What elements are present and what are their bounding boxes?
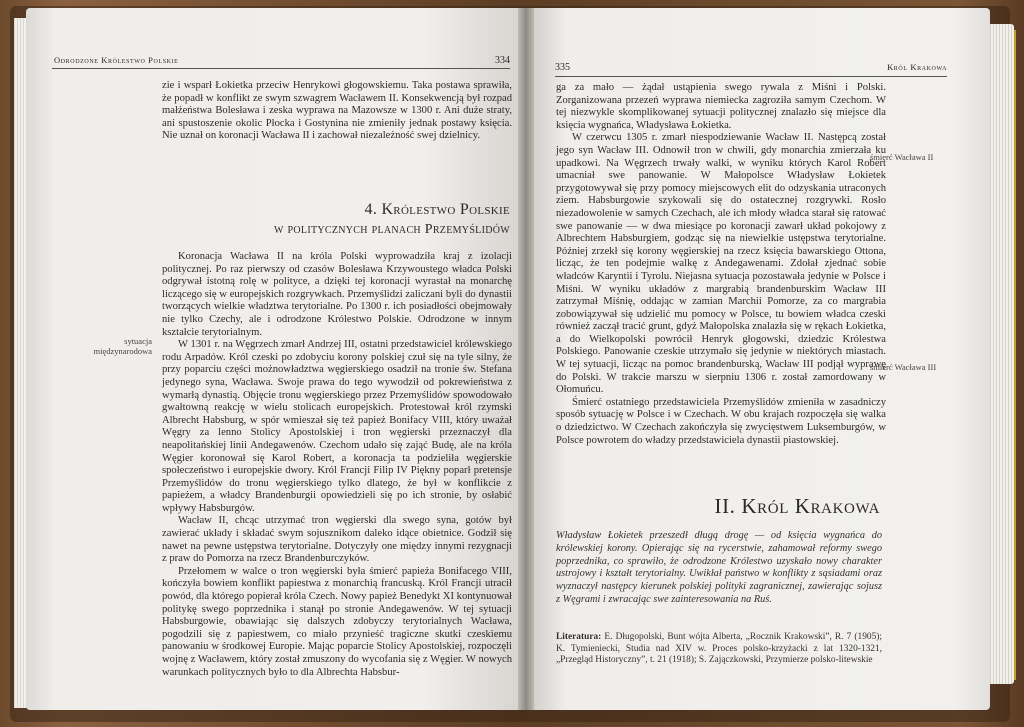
left-body-text bbox=[162, 251, 512, 679]
right-paragraph: ga za mało — żądał ustąpienia swego rywala z Miśni i Polski. Zorganizowana przezeń wyprawa niemiecka zagroziła samym Czechom. W tej niezwykle skomplikowanej sytuacji politycznej znalazło się miejsce dla księcia wygnańca, Władysława Łokietka. bbox=[556, 82, 886, 131]
book-gutter bbox=[518, 8, 534, 710]
literature-label: Literatura: bbox=[556, 632, 602, 642]
right-body-text bbox=[556, 82, 886, 447]
right-running-title: Król Krakowa bbox=[887, 62, 947, 72]
chapter-heading bbox=[250, 200, 510, 240]
left-header-rule bbox=[52, 68, 510, 69]
left-running-title: Odrodzone Królestwo Polskie bbox=[54, 55, 179, 65]
left-intro-text bbox=[162, 80, 512, 143]
right-paragraph: W czerwcu 1305 r. zmarł niespodziewanie Wacław II. Następcą został jego syn Wacław III. Odnowił tron w chwili, gdy monarchia zmierzała ku upadkowi. Na Węgrzech trwały walki, w wyniku których Karol Robert umacniał swe panowanie. W Małopolsce Władysław Łokietek przygotowywał się przy pomocy miejscowych elit do odzyskania utraconych ziem. Habsburgowie szykowali się do ostatecznej rozgrywki. Rosło niezadowolenie w samych Czechach, ale ich młody władca starał się ratować swe panowanie — w dwa miesiące po koronacji zawarł układ pokojowy z Albrechtem Habsburgiem, godząc się na niewielkie ustępstwa terytorialne. Później zrzekł się korony węgierskiej na rzecz księcia bawarskiego Ottona, licząc, że ten podejmie walkę z Andegawenami. Zdołał zjednać sobie władców Karyntii i Tyrolu. Niejasna sytuacja pozostawała jedynie w Polsce i Miśni. W wyniku układów z margrabią brandenburskim Wacław III zatrzymał Miśnię, oddając w zamian Marchii Pomorze, za co margrabia zobowiązywał się udzielić mu pomocy w Polsce, tu bowiem władca czeski również zaczął tracić grunt, gdyż Małopolska znalazła się w rękach Łokietka, a do Wielkopolski powrócił Henryk głogowski, dziedzic Królestwa Polskiego. Panowanie czeskie utrzymało się jedynie w niektórych miastach. W tej sytuacji, licząc na pomoc brandenburską, Wacław III podjął wyprawę do Polski. W trakcie marszu w sierpniu 1306 r. został zamordowany w Ołomuńcu. bbox=[556, 132, 886, 396]
right-page-edges bbox=[988, 24, 1014, 684]
margin-note-death-wenceslaus-iii: śmierć Wacława III bbox=[870, 362, 937, 372]
left-page-number: 334 bbox=[495, 55, 510, 66]
section-heading: II. Król Krakowa bbox=[714, 494, 880, 518]
right-header-rule bbox=[555, 76, 947, 77]
margin-note-international: sytuacja międzynarodowa bbox=[93, 336, 152, 356]
section-intro-italic: Władysław Łokietek przeszedł długą drogę — od księcia wygnańca do królewskiej korony. Opierając się na rycerstwie, zahamował reformy swego poprzednika, co sprawiło, że odrodzone Królestwo uzyskało nowy charakter ustrojowy i kształt terytorialny. Uwikłał państwo w konflikty z sąsiadami oraz wyznaczył następcy kierunek polskiej polityki zagranicznej, zawierając sojusz z Węgrami i zwracając swe zainteresowania na Ruś. bbox=[556, 530, 882, 605]
left-paragraph: Wacław II, chcąc utrzymać tron węgierski dla swego syna, gotów był zawierać układy i składać swym sojusznikom daleko idące obietnice. Godził się nawet na pewne ustępstwa terytorialne. Dotyczyły one między innymi rezygnacji z praw do Pomorza na rzecz Brandenburczyków. bbox=[162, 515, 512, 565]
right-paragraph: Śmierć ostatniego przedstawiciela Przemyślidów zmieniła w zasadniczy sposób sytuację w Polsce i w Czechach. W obu krajach rozpoczęła się walka o dziedzictwo. W Czechach zakończyła się zwycięstwem Luksemburgów, w Polsce powrotem do władzy przedstawiciela dynastii piastowskiej. bbox=[556, 396, 886, 446]
left-paragraph: Przełomem w walce o tron węgierski była śmierć papieża Bonifacego VIII, kończyła bowiem konflikt papiestwa z monarchią francuską. Król Francji utracił powód, dla którego popierał króla Czech. Nowy papież Benedykt XI kontynuował politykę swego poprzednika i stanął po stronie Andegawenów. W tej sytuacji Habsburgowie, obawiając się dalszych zdobyczy terytorialnych Wacława, pogodzili się z papiestwem, co miało przynieść tragiczne skutki czeskiemu panowaniu w środkowej Europie. Mając poparcie Stolicy Apostolskiej, rozpoczęli wojnę z Wacławem, który został zmuszony do wycofania się z Węgier. W nowych warunkach politycznych było to dla Albrechta Habsbur- bbox=[162, 565, 512, 678]
literature-text: E. Długopolski, Bunt wójta Alberta, „Rocznik Krakowski”, R. 7 (1905); K. Tymieniecki, Studia nad XIV w. Proces polsko-krzyżacki z lat 1320-1321, „Przegląd Historyczny”, t. 21 (1918); S. Zajączkowski, Przymierze polsko-litewskie bbox=[556, 632, 883, 666]
left-intro-paragraph: zie i wsparł Łokietka przeciw Henrykowi głogowskiemu. Taka postawa sprawiła, że popadł w konflikt ze swym szwagrem Wacławem II. Konsekwencją był rozpad małżeństwa Bolesława i zeska wyprawa na Mazowsze w 1300 r. Ani duże straty, ani spustoszenie okolic Płocka i Gostynina nie zmieniły jednak postawy księcia. Nie uznał on koronacji Wacława II i zachował niezależność swej dzielnicy. bbox=[162, 80, 512, 142]
right-page-number: 335 bbox=[555, 62, 570, 73]
margin-note-death-wenceslaus-ii: śmierć Wacława II bbox=[870, 152, 934, 162]
left-paragraph: W 1301 r. na Węgrzech zmarł Andrzej III, ostatni przedstawiciel królewskiego rodu Arpadów. Król czeski po zdobyciu korony polskiej czuł się na tyle silny, że przy poparciu części możnowładztwa węgierskiego osadził na tronie św. Stefana jedynego syna, Wacława. Swoje prawa do tego wywodził od pokrewieństwa z wymarłą dynastią. Objęcie tronu węgierskiego przez Przemyślidów spowodowało gwałtowną reakcję w wielu stolicach europejskich. Protestował król rzymski Albrecht Habsburg, w spór wmieszał się też papież Bonifacy VIII, który uważał Węgry za lenno Stolicy Apostolskiej i tron węgierski przeznaczył dla neapolitańskiej linii Andegawenów. Czechom udało się zająć Budę, ale na króla Węgier koronował się Karol Robert, a koronacja ta podzieliła węgierskie społeczeństwo i europejskie dwory. Król Francji Filip IV Piękny poparł pretensje Przemyślidów do tronu węgierskiego tylko dlatego, że był w konflikcie z papieżem, a władcy Brandenburgii opowiedzieli się po ich stronie, by osłabić wpływy Habsburgów. bbox=[162, 339, 512, 514]
literature-block bbox=[556, 632, 882, 667]
chapter-heading-line1: 4. Królestwo Polskie bbox=[364, 201, 510, 218]
left-paragraph: Koronacja Wacława II na króla Polski wyprowadziła kraj z izolacji politycznej. Po raz pierwszy od czasów Bolesława Krzywoustego władca Polski odgrywał istotną rolę w polityce, a dzięki tej koronacji wyrastał na monarchę liczącego się w europejskich rozgrywkach. Przemyślidzi zaliczani byli do dynastii tworzących wielkie władztwa terytorialne. Po 1300 r. ich posiadłości obejmowały nie tylko Czechy, ale i odrodzone Królestwo Polskie. Odrodzone w innym kształcie terytorialnym. bbox=[162, 251, 512, 338]
chapter-heading-line2: w politycznych planach Przemyślidów bbox=[274, 222, 510, 237]
